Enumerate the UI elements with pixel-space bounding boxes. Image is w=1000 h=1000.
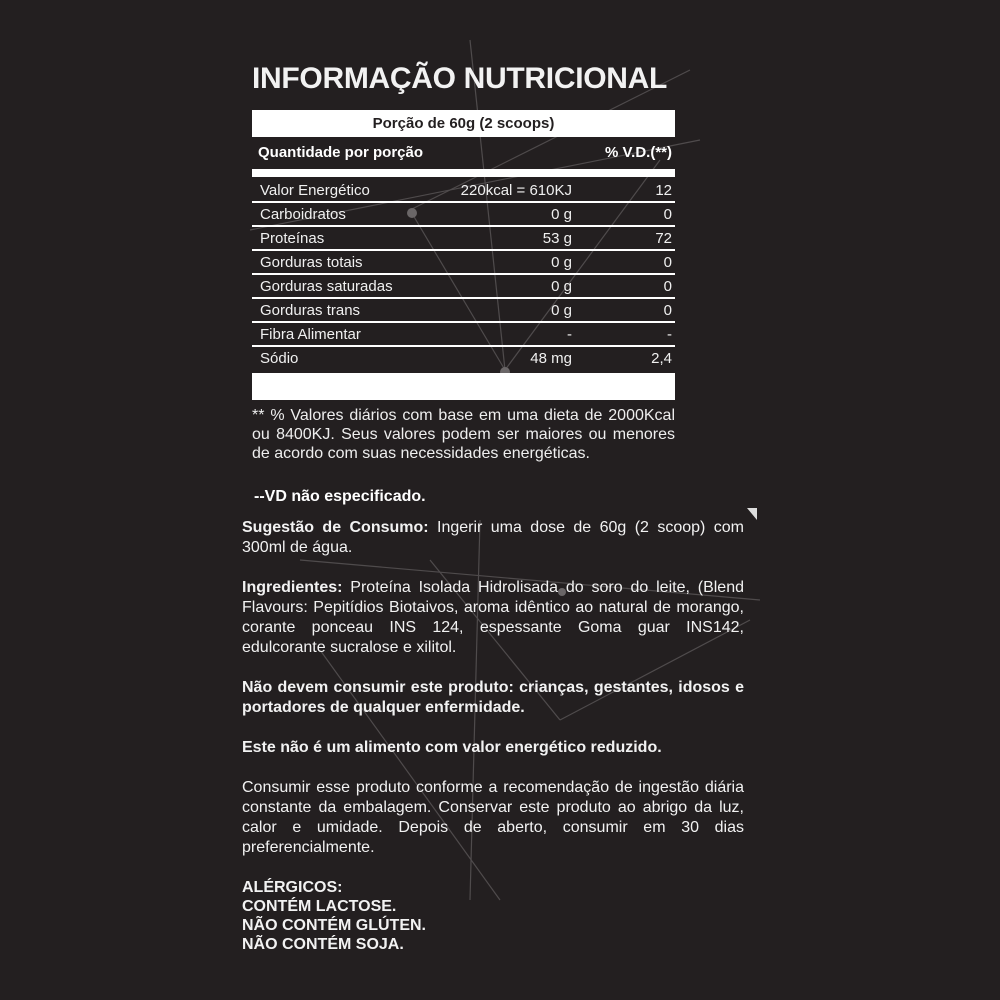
nutrient-amount: 220kcal = 610KJ [460, 182, 572, 199]
nutrient-name: Gorduras totais [260, 254, 363, 271]
nutrient-name: Sódio [260, 350, 299, 367]
ingredients-label: Ingredientes: [242, 579, 343, 596]
vd-note: --VD não especificado. [254, 488, 426, 505]
nutrient-name: Gorduras saturadas [260, 278, 393, 295]
nutrient-vd: 0 [663, 254, 672, 271]
nutrient-vd: 0 [663, 206, 672, 223]
not-reduced-text: Este não é um alimento com valor energético reduzido. [242, 739, 662, 756]
nutrient-vd: - [667, 326, 672, 343]
nutrient-vd: 12 [655, 182, 672, 199]
nutrient-row [252, 179, 675, 203]
product-info [242, 518, 744, 954]
suggestion-text: Ingerir uma dose de 60g (2 scoop) com 300ml de água. [242, 519, 744, 556]
nutrient-vd: 0 [663, 302, 672, 319]
nutrient-row [252, 299, 675, 323]
nutrient-amount: 0 g [551, 206, 572, 223]
nutrient-row [252, 227, 675, 251]
table-footer-box [252, 373, 675, 400]
ingredients [242, 578, 744, 658]
allergen-item: NÃO CONTÉM GLÚTEN. [242, 917, 426, 934]
nutrient-amount: - [567, 326, 572, 343]
nutrient-amount: 53 g [542, 230, 572, 247]
not-reduced [242, 738, 744, 758]
nutrient-name: Fibra Alimentar [260, 326, 361, 343]
suggestion-label: Sugestão de Consumo: [242, 519, 429, 536]
nutrient-name: Proteínas [260, 230, 325, 247]
nutrient-row [252, 347, 675, 369]
nutrient-row [252, 323, 675, 347]
header-vd: % V.D.(**) [605, 144, 672, 161]
storage: Consumir esse produto conforme a recomendação de ingestão diária constante da embalagem. Conservar este produto ao abrigo da luz, calor e umidade. Depois de aberto, consumir em 30 dias preferencialmente. [242, 779, 744, 856]
consumption-suggestion [242, 518, 744, 558]
nutrient-name: Gorduras trans [260, 302, 361, 319]
table-header [252, 137, 675, 169]
nutrient-row [252, 203, 675, 227]
warning-text: Não devem consumir este produto: crianças, gestantes, idosos e portadores de qualquer enfermidade. [242, 679, 744, 716]
nutrient-name: Valor Energético [260, 182, 370, 199]
nutrient-vd: 2,4 [651, 350, 672, 367]
nutrient-row [252, 275, 675, 299]
nutrient-amount: 48 mg [530, 350, 572, 367]
nutrient-amount: 0 g [551, 254, 572, 271]
nutrient-amount: 0 g [551, 302, 572, 319]
warning [242, 678, 744, 718]
ingredients-text: Proteína Isolada Hidrolisada do soro do leite, (Blend Flavours: Pepitídios Biotaivos, aroma idêntico ao natural de morango, corante ponceau INS 124, espessante Goma guar INS142, edulcorante sucralose e xilitol. [242, 579, 744, 656]
panel-title: INFORMAÇÃO NUTRICIONAL [252, 62, 668, 95]
portion-size: Porção de 60g (2 scoops) [252, 110, 675, 137]
nutrition-table [252, 110, 675, 400]
nutrient-vd: 72 [655, 230, 672, 247]
allergen-item: CONTÉM LACTOSE. [242, 898, 397, 915]
nutrient-amount: 0 g [551, 278, 572, 295]
footnote: ** % Valores diários com base em uma dieta de 2000Kcal ou 8400KJ. Seus valores podem ser maiores ou menores de acordo com suas necessidades energéticas. [252, 407, 675, 462]
allergens-title: ALÉRGICOS: [242, 879, 343, 896]
allergens [242, 878, 744, 954]
allergen-item: NÃO CONTÉM SOJA. [242, 936, 404, 953]
header-quantity: Quantidade por porção [258, 144, 424, 161]
nutrient-name: Carboidratos [260, 206, 346, 223]
divider [252, 169, 675, 177]
nutrient-row [252, 251, 675, 275]
nutrient-vd: 0 [663, 278, 672, 295]
